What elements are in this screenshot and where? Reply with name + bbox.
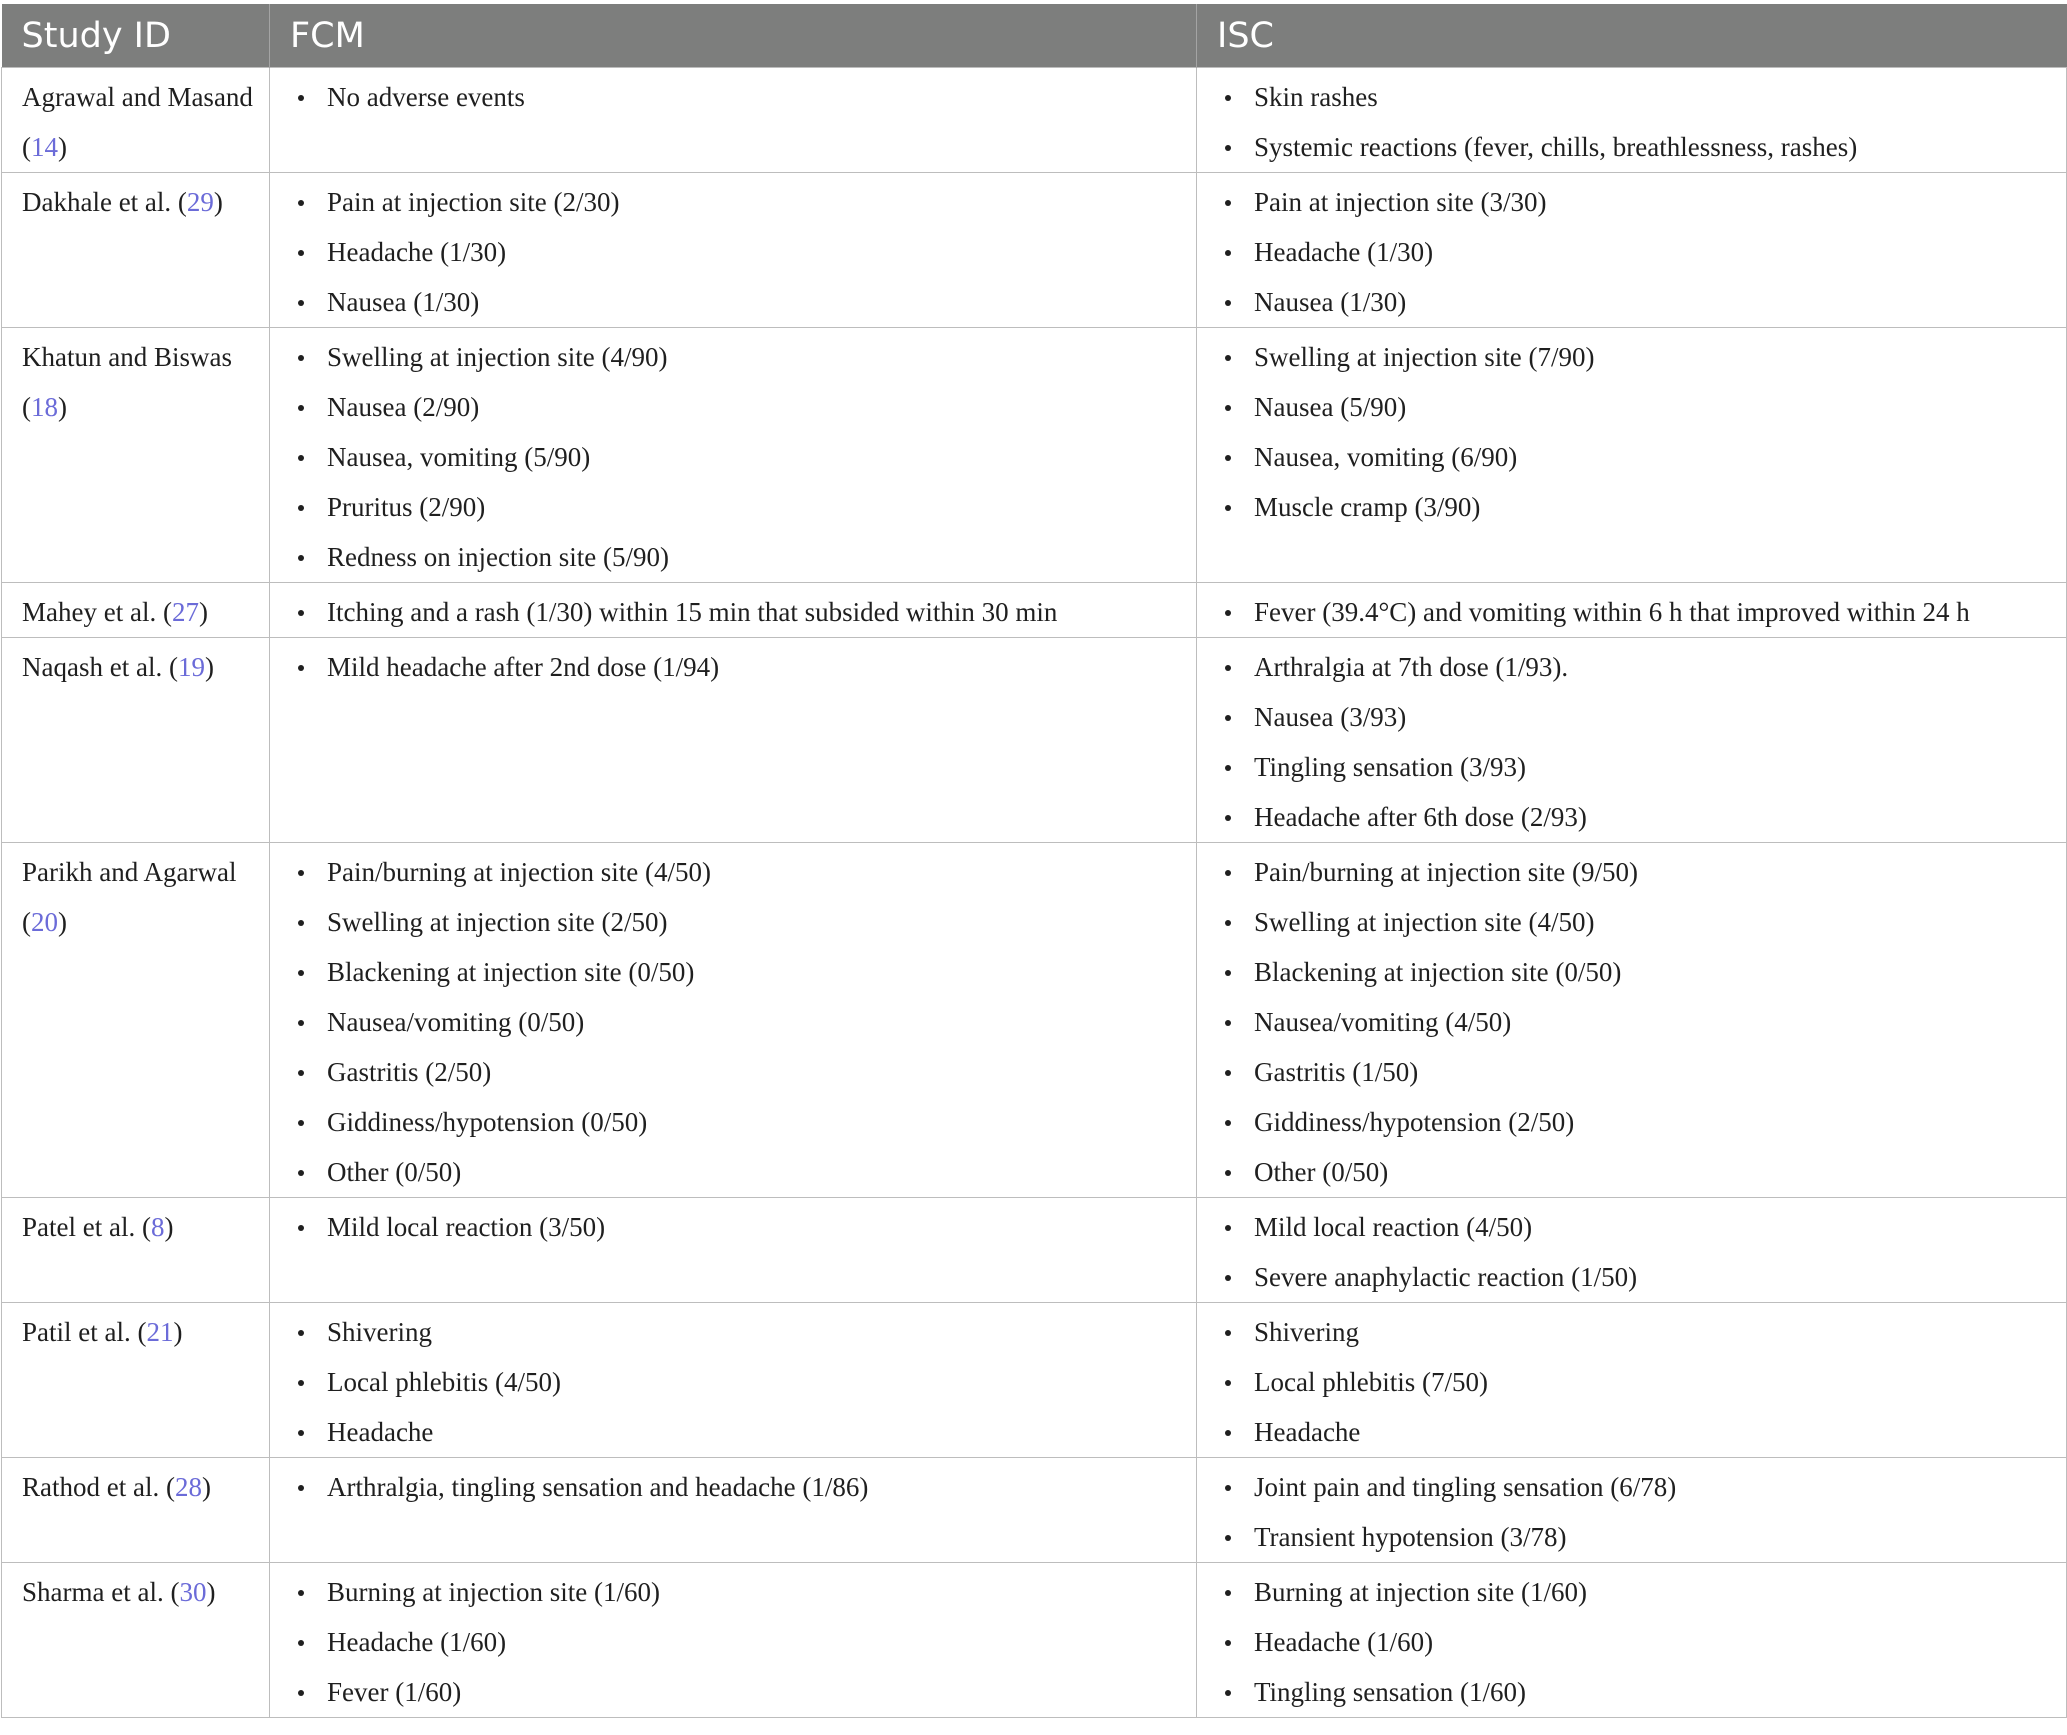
- list-item: Joint pain and tingling sensation (6/78): [1217, 1462, 2054, 1512]
- table-row: [2, 1303, 2067, 1458]
- reference-link[interactable]: 29: [186, 187, 214, 217]
- reference-link[interactable]: 18: [31, 392, 58, 422]
- isc-event-list: [1217, 587, 2054, 637]
- isc-cell: [1197, 1458, 2067, 1563]
- list-item: Swelling at injection site (7/90): [1217, 332, 2054, 382]
- list-item: Nausea (5/90): [1217, 382, 2054, 432]
- list-item: Headache (1/60): [290, 1617, 1184, 1667]
- study-name: Khatun and Biswas (: [22, 342, 232, 422]
- list-item: Mild local reaction (4/50): [1217, 1202, 2054, 1252]
- table-row: [2, 583, 2067, 638]
- isc-cell: [1197, 843, 2067, 1198]
- fcm-cell: [270, 1303, 1197, 1458]
- list-item: Swelling at injection site (2/50): [290, 897, 1184, 947]
- isc-cell: [1197, 638, 2067, 843]
- reference-link[interactable]: 20: [31, 907, 58, 937]
- list-item: Burning at injection site (1/60): [1217, 1567, 2054, 1617]
- isc-event-list: [1217, 332, 2054, 532]
- fcm-event-list: [290, 1307, 1184, 1457]
- list-item: Pain at injection site (3/30): [1217, 177, 2054, 227]
- list-item: Arthralgia at 7th dose (1/93).: [1217, 642, 2054, 692]
- table-row: [2, 1458, 2067, 1563]
- list-item: Skin rashes: [1217, 72, 2054, 122]
- table-row: [2, 1563, 2067, 1718]
- study-name-end: ): [206, 1577, 216, 1607]
- list-item: Headache after 6th dose (2/93): [1217, 792, 2054, 842]
- list-item: Giddiness/hypotension (2/50): [1217, 1097, 2054, 1147]
- study-name-end: ): [198, 597, 208, 627]
- fcm-cell: [270, 173, 1197, 328]
- header-study-id: Study ID: [2, 4, 270, 68]
- study-name-end: ): [58, 907, 67, 937]
- reference-link[interactable]: 28: [174, 1472, 202, 1502]
- list-item: Shivering: [290, 1307, 1184, 1357]
- isc-cell: [1197, 1563, 2067, 1718]
- list-item: Tingling sensation (3/93): [1217, 742, 2054, 792]
- study-name-end: ): [173, 1317, 183, 1347]
- fcm-cell: [270, 583, 1197, 638]
- list-item: Pain/burning at injection site (4/50): [290, 847, 1184, 897]
- isc-event-list: [1217, 1307, 2054, 1457]
- reference-link[interactable]: 8: [150, 1212, 165, 1242]
- study-name-end: ): [58, 392, 67, 422]
- list-item: Mild headache after 2nd dose (1/94): [290, 642, 1184, 692]
- list-item: Headache (1/30): [290, 227, 1184, 277]
- list-item: Nausea (3/93): [1217, 692, 2054, 742]
- table-body: [2, 68, 2067, 1718]
- list-item: Itching and a rash (1/30) within 15 min that subsided within 30 min: [290, 587, 1184, 637]
- fcm-event-list: [290, 847, 1184, 1197]
- study-id-cell: [2, 1458, 270, 1563]
- list-item: Nausea (1/30): [1217, 277, 2054, 327]
- study-name: Sharma et al. (: [22, 1577, 180, 1607]
- fcm-cell: [270, 328, 1197, 583]
- study-name: Agrawal and Masand (: [22, 82, 253, 162]
- list-item: Redness on injection site (5/90): [290, 532, 1184, 582]
- study-name-end: ): [213, 187, 223, 217]
- study-name-end: ): [58, 132, 67, 162]
- list-item: Swelling at injection site (4/90): [290, 332, 1184, 382]
- study-name-end: ): [201, 1472, 211, 1502]
- fcm-cell: [270, 1563, 1197, 1718]
- isc-event-list: [1217, 72, 2054, 172]
- list-item: Tingling sensation (1/60): [1217, 1667, 2054, 1717]
- list-item: Local phlebitis (7/50): [1217, 1357, 2054, 1407]
- fcm-cell: [270, 843, 1197, 1198]
- study-name: Patil et al. (: [22, 1317, 147, 1347]
- list-item: Gastritis (2/50): [290, 1047, 1184, 1097]
- reference-link[interactable]: 19: [177, 652, 205, 682]
- study-name-end: ): [164, 1212, 174, 1242]
- isc-event-list: [1217, 847, 2054, 1197]
- reference-link[interactable]: 27: [171, 597, 199, 627]
- table-row: [2, 328, 2067, 583]
- header-row: [2, 4, 2067, 68]
- list-item: Fever (1/60): [290, 1667, 1184, 1717]
- list-item: Headache (1/60): [1217, 1617, 2054, 1667]
- study-id-cell: [2, 1198, 270, 1303]
- isc-event-list: [1217, 1202, 2054, 1302]
- isc-cell: [1197, 1303, 2067, 1458]
- study-id-cell: [2, 68, 270, 173]
- isc-cell: [1197, 583, 2067, 638]
- list-item: Nausea/vomiting (4/50): [1217, 997, 2054, 1047]
- study-id-cell: [2, 638, 270, 843]
- fcm-cell: [270, 1198, 1197, 1303]
- study-id-cell: [2, 1303, 270, 1458]
- study-name: Naqash et al. (: [22, 652, 178, 682]
- study-name-end: ): [204, 652, 214, 682]
- list-item: Mild local reaction (3/50): [290, 1202, 1184, 1252]
- isc-cell: [1197, 328, 2067, 583]
- isc-event-list: [1217, 642, 2054, 842]
- table-row: [2, 68, 2067, 173]
- study-id-cell: [2, 583, 270, 638]
- table-row: [2, 638, 2067, 843]
- study-id-cell: [2, 843, 270, 1198]
- list-item: Swelling at injection site (4/50): [1217, 897, 2054, 947]
- header-isc: ISC: [1197, 4, 2067, 68]
- header-fcm: FCM: [270, 4, 1197, 68]
- list-item: Shivering: [1217, 1307, 2054, 1357]
- list-item: Headache: [1217, 1407, 2054, 1457]
- list-item: Nausea (1/30): [290, 277, 1184, 327]
- list-item: Blackening at injection site (0/50): [1217, 947, 2054, 997]
- fcm-event-list: [290, 332, 1184, 582]
- list-item: Blackening at injection site (0/50): [290, 947, 1184, 997]
- list-item: Other (0/50): [1217, 1147, 2054, 1197]
- list-item: Burning at injection site (1/60): [290, 1567, 1184, 1617]
- study-name: Rathod et al. (: [22, 1472, 175, 1502]
- fcm-event-list: [290, 72, 1184, 122]
- fcm-cell: [270, 1458, 1197, 1563]
- list-item: Pain at injection site (2/30): [290, 177, 1184, 227]
- list-item: Nausea/vomiting (0/50): [290, 997, 1184, 1047]
- study-name: Parikh and Agarwal (: [22, 857, 237, 937]
- fcm-event-list: [290, 177, 1184, 327]
- list-item: Gastritis (1/50): [1217, 1047, 2054, 1097]
- list-item: Nausea, vomiting (6/90): [1217, 432, 2054, 482]
- reference-link[interactable]: 21: [146, 1317, 174, 1347]
- fcm-event-list: [290, 1567, 1184, 1717]
- list-item: Arthralgia, tingling sensation and headache (1/86): [290, 1462, 1184, 1512]
- isc-cell: [1197, 173, 2067, 328]
- list-item: Local phlebitis (4/50): [290, 1357, 1184, 1407]
- list-item: Other (0/50): [290, 1147, 1184, 1197]
- study-name: Mahey et al. (: [22, 597, 172, 627]
- list-item: Nausea, vomiting (5/90): [290, 432, 1184, 482]
- list-item: Headache (1/30): [1217, 227, 2054, 277]
- list-item: Systemic reactions (fever, chills, breathlessness, rashes): [1217, 122, 2054, 172]
- list-item: Muscle cramp (3/90): [1217, 482, 2054, 532]
- adverse-events-table: [1, 4, 2067, 1718]
- fcm-event-list: [290, 1202, 1184, 1252]
- isc-event-list: [1217, 1462, 2054, 1562]
- study-id-cell: [2, 173, 270, 328]
- study-id-cell: [2, 1563, 270, 1718]
- list-item: Severe anaphylactic reaction (1/50): [1217, 1252, 2054, 1302]
- table-row: [2, 843, 2067, 1198]
- fcm-cell: [270, 638, 1197, 843]
- list-item: Nausea (2/90): [290, 382, 1184, 432]
- fcm-cell: [270, 68, 1197, 173]
- list-item: No adverse events: [290, 72, 1184, 122]
- reference-link[interactable]: 30: [179, 1577, 207, 1607]
- fcm-event-list: [290, 1462, 1184, 1512]
- list-item: Pain/burning at injection site (9/50): [1217, 847, 2054, 897]
- list-item: Transient hypotension (3/78): [1217, 1512, 2054, 1562]
- list-item: Fever (39.4°C) and vomiting within 6 h that improved within 24 h: [1217, 587, 2054, 637]
- reference-link[interactable]: 14: [31, 132, 58, 162]
- fcm-event-list: [290, 587, 1184, 637]
- list-item: Giddiness/hypotension (0/50): [290, 1097, 1184, 1147]
- study-name: Dakhale et al. (: [22, 187, 187, 217]
- list-item: Pruritus (2/90): [290, 482, 1184, 532]
- list-item: Headache: [290, 1407, 1184, 1457]
- table-row: [2, 1198, 2067, 1303]
- study-name: Patel et al. (: [22, 1212, 151, 1242]
- study-id-cell: [2, 328, 270, 583]
- isc-cell: [1197, 1198, 2067, 1303]
- isc-event-list: [1217, 1567, 2054, 1717]
- fcm-event-list: [290, 642, 1184, 692]
- isc-cell: [1197, 68, 2067, 173]
- table-row: [2, 173, 2067, 328]
- isc-event-list: [1217, 177, 2054, 327]
